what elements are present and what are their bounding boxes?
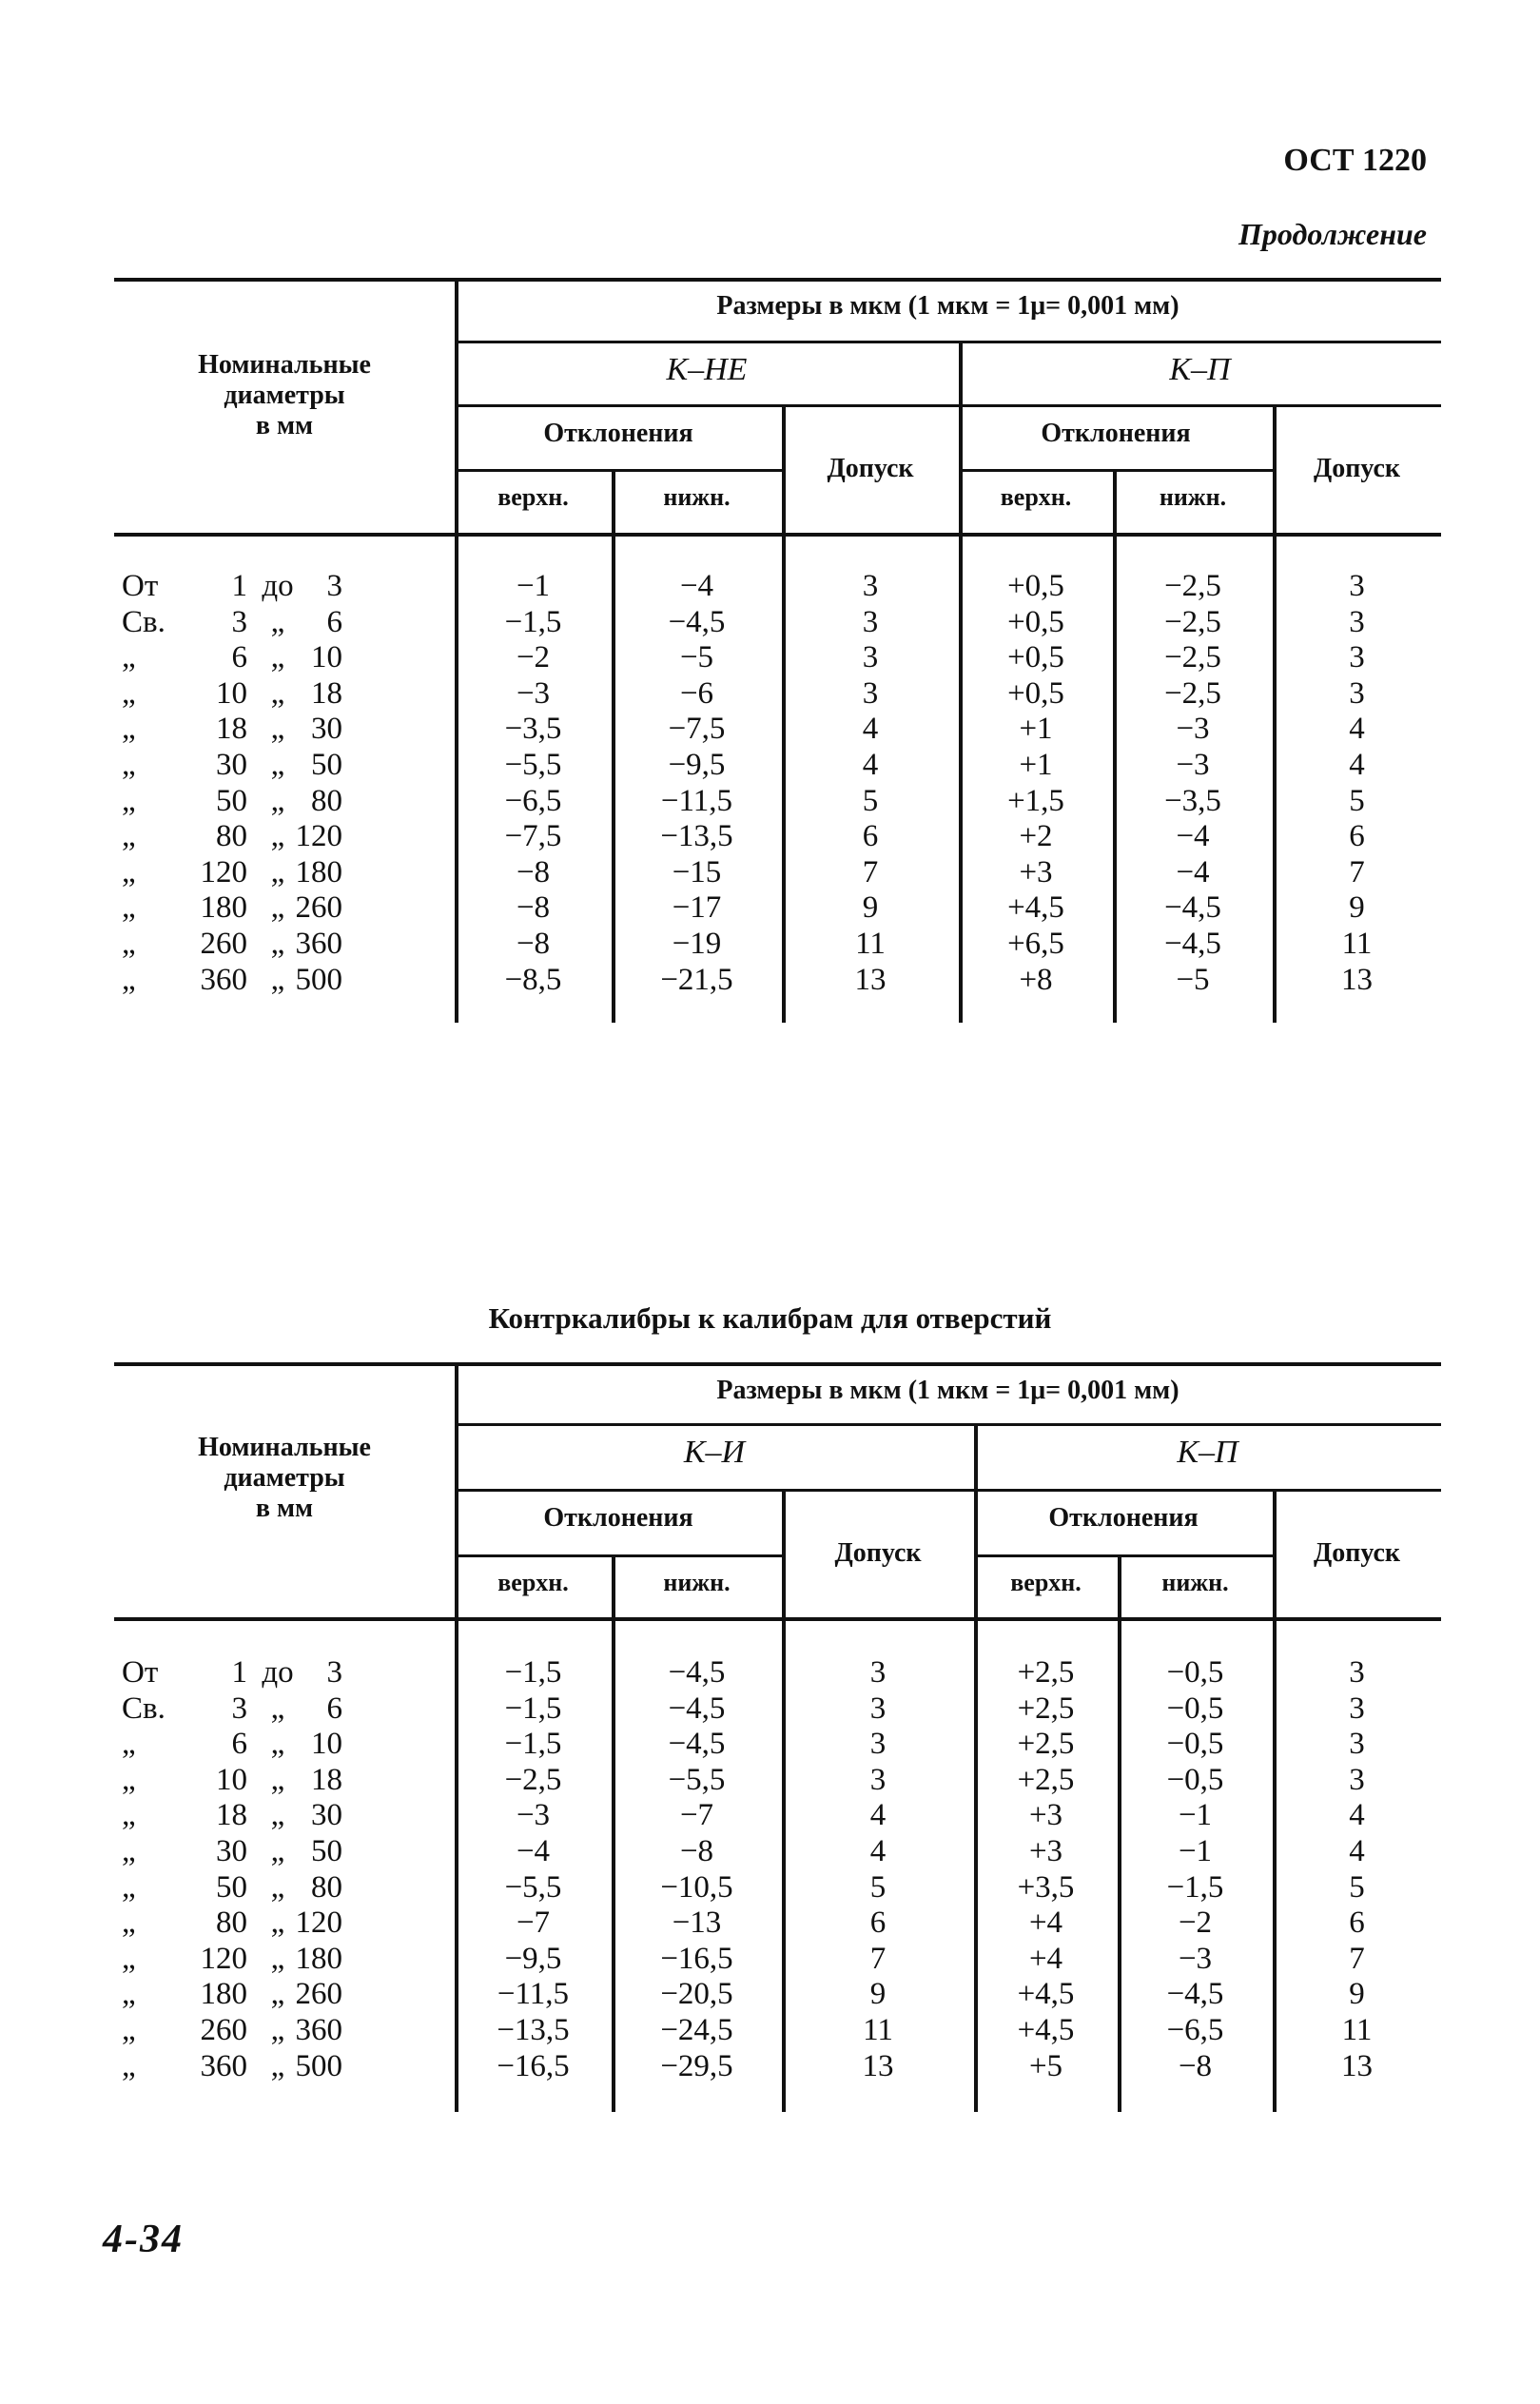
tolerance-left: 7: [862, 854, 879, 889]
range-from: 120: [200, 1941, 247, 1976]
range-sep: „: [270, 748, 285, 782]
tolerance-left: 6: [862, 819, 879, 854]
lower-deviation-left: −13,5: [660, 819, 733, 854]
range-sep: „: [270, 1977, 285, 2012]
range-to: 500: [295, 2048, 342, 2083]
tolerance-right: 3: [1349, 1655, 1365, 1690]
document-id: ОСТ 1220: [1283, 143, 1427, 178]
lower-deviation-left: −4,5: [668, 1691, 726, 1726]
tolerance-right: 4: [1349, 748, 1365, 782]
range-prefix: „: [122, 640, 136, 675]
range-prefix: От: [122, 569, 159, 603]
table-top-rule: [114, 1362, 1441, 1366]
lower-deviation-right: −1: [1178, 1834, 1213, 1868]
tolerance-right: 7: [1349, 1941, 1365, 1976]
tolerance-right: 3: [1349, 675, 1365, 711]
nominal-diameter-header: Номинальные диаметры в мм: [198, 1433, 371, 1523]
tolerance-left: 3: [862, 675, 879, 711]
tolerance-left: 4: [869, 1798, 887, 1833]
lower-deviation-right: −6,5: [1166, 2013, 1224, 2047]
range-to: 6: [326, 604, 342, 639]
tolerance-header-right: Допуск: [1313, 453, 1401, 483]
range-prefix: „: [122, 854, 136, 889]
upper-header-left: верхн.: [497, 483, 569, 511]
range-prefix: „: [122, 2013, 136, 2047]
range-sep: „: [270, 1906, 285, 1941]
lower-deviation-right: −0,5: [1166, 1691, 1224, 1726]
upper-deviation-right: +1: [1019, 748, 1053, 782]
range-sep: „: [270, 1869, 285, 1905]
upper-deviation-right: +2: [1019, 819, 1053, 854]
lower-deviation-left: −7,5: [668, 712, 726, 747]
upper-deviation-right: +0,5: [1007, 675, 1064, 711]
upper-deviation-left: −5,5: [504, 748, 562, 782]
lower-deviation-right: −0,5: [1166, 1655, 1224, 1690]
upper-deviation-left: −13,5: [497, 2013, 570, 2047]
units-rule: [455, 1423, 1441, 1426]
group-right-title: К–П: [1177, 1435, 1238, 1470]
lower-deviation-left: −4: [679, 569, 714, 603]
tolerance-right: 6: [1349, 1906, 1365, 1941]
lower-deviation-right: −3,5: [1164, 783, 1221, 818]
tolerance-right: 3: [1349, 640, 1365, 675]
tolerance-left: 11: [855, 927, 886, 961]
range-from: 10: [216, 675, 247, 711]
range-sep: „: [270, 1798, 285, 1833]
lower-deviation-right: −5: [1176, 962, 1210, 997]
deviations-header-left: Отклонения: [543, 419, 693, 448]
upper-deviation-right: +3,5: [1017, 1869, 1075, 1905]
range-to: 3: [326, 569, 342, 603]
header-bottom-rule: [114, 533, 1441, 537]
lower-deviation-left: −4,5: [668, 1727, 726, 1762]
lower-header-right: нижн.: [1161, 1569, 1229, 1596]
upper-deviation-left: −6,5: [504, 783, 562, 818]
range-to: 120: [295, 1906, 342, 1941]
group-right-title: К–П: [1169, 352, 1231, 387]
lower-deviation-right: −2: [1178, 1906, 1213, 1941]
table-top-rule: [114, 278, 1441, 282]
upper-deviation-right: +4: [1028, 1906, 1063, 1941]
tolerance-right: 3: [1349, 1691, 1365, 1726]
lower-deviation-right: −2,5: [1164, 604, 1221, 639]
upper-deviation-left: −2: [516, 640, 551, 675]
lower-deviation-left: −6: [679, 675, 714, 711]
range-sep: „: [270, 962, 285, 997]
lower-deviation-right: −4,5: [1164, 927, 1221, 961]
lower-deviation-right: −0,5: [1166, 1762, 1224, 1797]
range-prefix: Св.: [122, 1691, 166, 1726]
header-bottom-rule: [114, 1617, 1441, 1621]
range-to: 6: [326, 1691, 342, 1726]
range-prefix: „: [122, 890, 136, 926]
upper-deviation-right: +2,5: [1017, 1762, 1075, 1797]
tolerance-right: 3: [1349, 569, 1365, 603]
lower-deviation-left: −24,5: [660, 2013, 733, 2047]
continuation-label: Продолжение: [1238, 217, 1427, 251]
range-prefix: „: [122, 2048, 136, 2083]
range-to: 18: [311, 675, 342, 711]
range-from: 30: [216, 1834, 247, 1868]
upper-deviation-left: −3,5: [504, 712, 562, 747]
tolerance-left: 3: [869, 1762, 887, 1797]
upper-deviation-left: −7,5: [504, 819, 562, 854]
upper-deviation-right: +1,5: [1007, 783, 1064, 818]
upper-deviation-right: +4,5: [1017, 1977, 1075, 2012]
range-from: 18: [216, 1798, 247, 1833]
upper-deviation-left: −8: [516, 927, 551, 961]
tolerance-right: 13: [1341, 962, 1373, 997]
tolerance-right: 7: [1349, 854, 1365, 889]
lower-deviation-left: −11,5: [660, 783, 733, 818]
range-from: 18: [216, 712, 247, 747]
tolerance-left: 3: [862, 640, 879, 675]
lower-header-right: нижн.: [1159, 483, 1227, 511]
tolerance-right: 11: [1341, 927, 1373, 961]
tolerance-right: 3: [1349, 1762, 1365, 1797]
upper-deviation-left: −9,5: [504, 1941, 562, 1976]
lower-deviation-left: −17: [672, 890, 722, 926]
lower-deviation-left: −5: [679, 640, 714, 675]
upper-deviation-left: −5,5: [504, 1869, 562, 1905]
page-number: 4-34: [103, 2218, 184, 2261]
tolerance-header-left: Допуск: [834, 1537, 922, 1568]
lower-deviation-right: −1,5: [1166, 1869, 1224, 1905]
range-from: 180: [200, 1977, 247, 2012]
lower-deviation-right: −4,5: [1164, 890, 1221, 926]
tolerance-left: 5: [862, 783, 879, 818]
range-prefix: „: [122, 675, 136, 711]
deviation-rule-right: [974, 1554, 1273, 1557]
range-from: 260: [200, 2013, 247, 2047]
lower-deviation-left: −15: [672, 854, 722, 889]
lower-deviation-right: −8: [1178, 2048, 1213, 2083]
deviations-header-right: Отклонения: [1041, 419, 1191, 448]
range-sep: „: [270, 1691, 285, 1726]
range-prefix: „: [122, 1834, 136, 1868]
tolerance-left: 4: [869, 1834, 887, 1868]
tolerance-left: 3: [862, 569, 879, 603]
range-prefix: „: [122, 927, 136, 961]
lower-deviation-right: −3: [1176, 712, 1210, 747]
upper-deviation-right: +5: [1028, 2048, 1063, 2083]
range-to: 120: [295, 819, 342, 854]
range-prefix: „: [122, 783, 136, 818]
range-sep: „: [270, 712, 285, 747]
upper-deviation-right: +4,5: [1017, 2013, 1075, 2047]
tolerance-left: 3: [869, 1727, 887, 1762]
upper-deviation-left: −1,5: [504, 1655, 562, 1690]
lower-deviation-left: −4,5: [668, 1655, 726, 1690]
upper-deviation-left: −3: [516, 1798, 551, 1833]
tolerance-left: 3: [869, 1655, 887, 1690]
tolerance-right: 9: [1349, 890, 1365, 926]
lower-header-left: нижн.: [663, 1569, 731, 1596]
range-from: 120: [200, 854, 247, 889]
lower-deviation-right: −2,5: [1164, 569, 1221, 603]
range-to: 500: [295, 962, 342, 997]
upper-deviation-right: +2,5: [1017, 1655, 1075, 1690]
range-from: 50: [216, 1869, 247, 1905]
tolerance-left: 9: [862, 890, 879, 926]
tolerance-right: 13: [1341, 2048, 1373, 2083]
nominal-diameter-header: Номинальные диаметры в мм: [198, 350, 371, 440]
deviations-header-left: Отклонения: [543, 1503, 693, 1533]
tolerance-left: 6: [869, 1906, 887, 1941]
lower-deviation-left: −5,5: [668, 1762, 726, 1797]
range-sep: „: [270, 2013, 285, 2047]
tolerance-right: 4: [1349, 712, 1365, 747]
range-to: 260: [295, 890, 342, 926]
upper-deviation-left: −11,5: [497, 1977, 570, 2012]
range-from: 6: [231, 640, 247, 675]
tolerance-left: 13: [862, 2048, 894, 2083]
range-to: 180: [295, 854, 342, 889]
lower-deviation-right: −0,5: [1166, 1727, 1224, 1762]
range-to: 260: [295, 1977, 342, 2012]
upper-deviation-left: −8: [516, 890, 551, 926]
tolerance-header-right: Допуск: [1313, 1537, 1401, 1568]
upper-header-right: верхн.: [1000, 483, 1072, 511]
lower-deviation-right: −3: [1176, 748, 1210, 782]
range-from: 360: [200, 962, 247, 997]
tolerance-right: 4: [1349, 1798, 1365, 1833]
upper-deviation-right: +8: [1019, 962, 1053, 997]
lower-deviation-right: −4,5: [1166, 1977, 1224, 2012]
range-to: 18: [311, 1762, 342, 1797]
range-sep: „: [270, 640, 285, 675]
upper-deviation-right: +3: [1028, 1834, 1063, 1868]
range-prefix: „: [122, 1798, 136, 1833]
lower-deviation-right: −4: [1176, 819, 1210, 854]
upper-deviation-left: −8,5: [504, 962, 562, 997]
range-prefix: „: [122, 1762, 136, 1797]
range-to: 360: [295, 2013, 342, 2047]
range-prefix: „: [122, 1906, 136, 1941]
range-to: 50: [311, 748, 342, 782]
range-to: 10: [311, 640, 342, 675]
upper-deviation-right: +0,5: [1007, 569, 1064, 603]
lower-deviation-left: −21,5: [660, 962, 733, 997]
range-prefix: „: [122, 1941, 136, 1976]
lower-deviation-left: −19: [672, 927, 722, 961]
range-from: 10: [216, 1762, 247, 1797]
range-to: 30: [311, 1798, 342, 1833]
tolerance-left: 4: [862, 748, 879, 782]
lower-header-left: нижн.: [663, 483, 731, 511]
tolerance-left: 7: [869, 1941, 887, 1976]
upper-deviation-right: +3: [1028, 1798, 1063, 1833]
upper-deviation-right: +4,5: [1007, 890, 1064, 926]
upper-header-right: верхн.: [1010, 1569, 1082, 1596]
range-from: 260: [200, 927, 247, 961]
range-sep: „: [270, 819, 285, 854]
upper-deviation-right: +2,5: [1017, 1691, 1075, 1726]
tolerance-left: 3: [869, 1691, 887, 1726]
tolerance-left: 13: [854, 962, 887, 997]
range-to: 10: [311, 1727, 342, 1762]
tolerance-right: 4: [1349, 1834, 1365, 1868]
units-header: Размеры в мкм (1 мкм = 1μ= 0,001 мм): [716, 291, 1179, 321]
range-sep: „: [270, 2048, 285, 2083]
lower-deviation-right: −2,5: [1164, 675, 1221, 711]
range-from: 1: [231, 1655, 247, 1690]
upper-header-left: верхн.: [497, 1569, 569, 1596]
lower-deviation-left: −13: [672, 1906, 722, 1941]
lower-deviation-left: −29,5: [660, 2048, 733, 2083]
tolerance-right: 5: [1349, 783, 1365, 818]
range-prefix: „: [122, 748, 136, 782]
group-left-title: К–И: [683, 1435, 746, 1470]
range-to: 3: [326, 1655, 342, 1690]
range-from: 1: [231, 569, 247, 603]
range-prefix: „: [122, 1977, 136, 2012]
range-sep: до: [262, 569, 294, 603]
range-from: 30: [216, 748, 247, 782]
range-sep: „: [270, 854, 285, 889]
range-prefix: „: [122, 819, 136, 854]
range-from: 80: [216, 1906, 247, 1941]
upper-deviation-right: +2,5: [1017, 1727, 1075, 1762]
tolerance-right: 3: [1349, 604, 1365, 639]
range-prefix: „: [122, 962, 136, 997]
range-to: 30: [311, 712, 342, 747]
upper-deviation-left: −1,5: [504, 1727, 562, 1762]
upper-deviation-left: −8: [516, 854, 551, 889]
tolerance-left: 11: [863, 2013, 893, 2047]
range-sep: „: [270, 1941, 285, 1976]
tolerance-left: 5: [869, 1869, 887, 1905]
lower-deviation-left: −10,5: [660, 1869, 733, 1905]
tolerance-left: 3: [862, 604, 879, 639]
range-to: 180: [295, 1941, 342, 1976]
range-from: 50: [216, 783, 247, 818]
lower-deviation-left: −20,5: [660, 1977, 733, 2012]
tolerance-left: 9: [869, 1977, 887, 2012]
range-prefix: От: [122, 1655, 159, 1690]
units-rule: [455, 341, 1441, 343]
upper-deviation-right: +3: [1019, 854, 1053, 889]
range-from: 80: [216, 819, 247, 854]
range-sep: „: [270, 890, 285, 926]
deviation-rule-left: [455, 469, 782, 472]
lower-deviation-right: −1: [1178, 1798, 1213, 1833]
tolerance-right: 11: [1341, 2013, 1373, 2047]
deviation-rule-left: [455, 1554, 782, 1557]
upper-deviation-right: +6,5: [1007, 927, 1064, 961]
lower-deviation-left: −8: [679, 1834, 714, 1868]
upper-deviation-left: −7: [516, 1906, 551, 1941]
range-from: 360: [200, 2048, 247, 2083]
upper-deviation-right: +1: [1019, 712, 1053, 747]
range-to: 50: [311, 1834, 342, 1868]
tolerance-right: 5: [1349, 1869, 1365, 1905]
range-from: 3: [231, 604, 247, 639]
range-prefix: „: [122, 712, 136, 747]
tolerance-right: 9: [1349, 1977, 1365, 2012]
group-rule: [455, 404, 1441, 407]
range-from: 180: [200, 890, 247, 926]
range-to: 360: [295, 927, 342, 961]
table-caption: Контркалибры к калибрам для отверстий: [488, 1301, 1052, 1335]
upper-deviation-left: −16,5: [497, 2048, 570, 2083]
range-sep: „: [270, 1762, 285, 1797]
range-to: 80: [311, 783, 342, 818]
deviations-header-right: Отклонения: [1048, 1503, 1199, 1533]
upper-deviation-right: +0,5: [1007, 640, 1064, 675]
range-sep: „: [270, 1834, 285, 1868]
range-sep: до: [262, 1655, 294, 1690]
lower-deviation-left: −4,5: [668, 604, 726, 639]
lower-deviation-right: −2,5: [1164, 640, 1221, 675]
upper-deviation-left: −4: [516, 1834, 551, 1868]
tolerance-left: 4: [862, 712, 879, 747]
group-left-title: К–НЕ: [666, 352, 748, 387]
range-sep: „: [270, 604, 285, 639]
range-sep: „: [270, 675, 285, 711]
tolerance-header-left: Допуск: [827, 453, 914, 483]
tolerance-right: 6: [1349, 819, 1365, 854]
range-from: 6: [231, 1727, 247, 1762]
group-rule: [455, 1489, 1441, 1492]
upper-deviation-right: +0,5: [1007, 604, 1064, 639]
upper-deviation-left: −1: [516, 569, 551, 603]
upper-deviation-left: −2,5: [504, 1762, 562, 1797]
range-prefix: „: [122, 1727, 136, 1762]
range-prefix: Св.: [122, 604, 166, 639]
upper-deviation-left: −3: [516, 675, 551, 711]
lower-deviation-left: −9,5: [668, 748, 726, 782]
tolerance-right: 3: [1349, 1727, 1365, 1762]
units-header: Размеры в мкм (1 мкм = 1μ= 0,001 мм): [716, 1376, 1179, 1405]
lower-deviation-right: −4: [1176, 854, 1210, 889]
range-sep: „: [270, 927, 285, 961]
range-to: 80: [311, 1869, 342, 1905]
upper-deviation-right: +4: [1028, 1941, 1063, 1976]
range-from: 3: [231, 1691, 247, 1726]
upper-deviation-left: −1,5: [504, 1691, 562, 1726]
upper-deviation-left: −1,5: [504, 604, 562, 639]
range-sep: „: [270, 783, 285, 818]
lower-deviation-left: −7: [679, 1798, 714, 1833]
range-prefix: „: [122, 1869, 136, 1905]
lower-deviation-left: −16,5: [660, 1941, 733, 1976]
lower-deviation-right: −3: [1178, 1941, 1213, 1976]
range-sep: „: [270, 1727, 285, 1762]
